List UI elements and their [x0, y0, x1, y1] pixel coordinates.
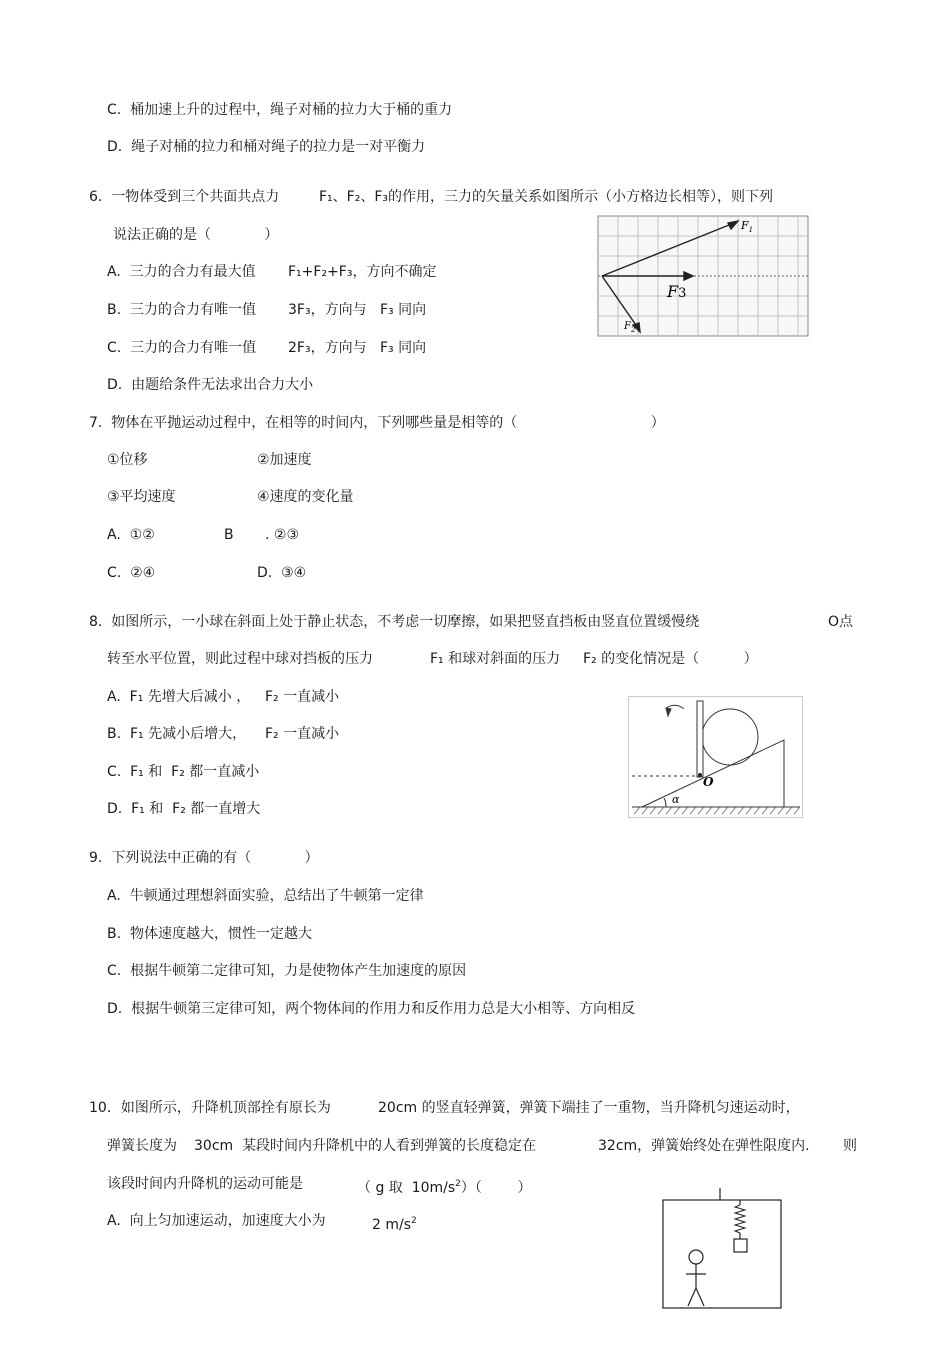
q8-option-d: D. F₁ 和 F₂ 都一直增大 [107, 801, 261, 817]
q6-option-b-value: 3F₃，方向与 [288, 302, 367, 318]
angle-alpha-label: α [672, 793, 680, 806]
f2-label: $F_2$ [624, 321, 636, 334]
q9-option-a: A. 牛顿通过理想斜面实验，总结出了牛顿第一定律 [107, 888, 424, 904]
q7-option-a: A. ①② [107, 527, 155, 543]
person-head [689, 1250, 703, 1264]
q8-option-b-label: B. F₁ 先减小后增大， [107, 726, 247, 742]
q10-line3-part1: 该段时间内升降机的运动可能是 [107, 1176, 303, 1192]
q8-option-b-value: F₂ 一直减小 [265, 726, 340, 742]
q5-option-c: C. 桶加速上升的过程中，绳子对桶的拉力大于桶的重力 [107, 102, 453, 118]
incline-ball-figure [628, 696, 803, 818]
q6-option-d: D. 由题给条件无法求出合力大小 [107, 377, 314, 393]
q6-stem-part1: 6. 一物体受到三个共面共点力 [89, 189, 280, 205]
q6-option-a-value: F₁+F₂+F₃，方向不确定 [288, 264, 437, 280]
q7-item-4: ④速度的变化量 [257, 489, 354, 505]
q8-option-c: C. F₁ 和 F₂ 都一直减小 [107, 764, 260, 780]
q9-option-c: C. 根据牛顿第二定律可知，力是使物体产生加速度的原因 [107, 963, 467, 979]
q10-line2-part4: 则 [843, 1138, 857, 1154]
q8-stem-part4: F₂ 的变化情况是（ ） [583, 651, 758, 667]
q7-item-1: ①位移 [107, 452, 148, 468]
q7-item-2: ②加速度 [257, 452, 312, 468]
q9-option-d: D. 根据牛顿第三定律可知，两个物体间的作用力和反作用力总是大小相等、方向相反 [107, 1001, 636, 1017]
q10-line2-part1: 弹簧长度为 [107, 1138, 177, 1154]
hanging-weight [734, 1239, 747, 1252]
q6-option-a-label: A. 三力的合力有最大值 [107, 264, 256, 280]
q6-option-c-dir: F₃ 同向 [380, 340, 427, 356]
q10-line1-part1: 10．如图所示，升降机顶部拴有原长为 [89, 1100, 331, 1116]
q8-stem-part3: F₁ 和球对斜面的压力 [430, 651, 561, 667]
q10-option-a-label: A. 向上匀加速运动，加速度大小为 [107, 1213, 326, 1229]
person-left-leg [688, 1288, 696, 1306]
q10-line3-part2: （ g 取 $10m/s^2$）（ ） [357, 1179, 532, 1196]
q7-option-c: C. ②④ [107, 565, 156, 581]
q7-option-b-value: . ②③ [265, 527, 300, 543]
elevator-spring-figure [660, 1188, 784, 1310]
force-vector-figure [597, 215, 809, 337]
q7-stem: 7. 物体在平抛运动过程中，在相等的时间内，下列哪些量是相等的（ ） [89, 415, 665, 431]
q10-line2-part2: 30cm 某段时间内升降机中的人看到弹簧的长度稳定在 [194, 1138, 537, 1154]
person-right-leg [696, 1288, 704, 1306]
q10-line1-part2: 20cm 的竖直轻弹簧，弹簧下端挂了一重物，当升降机匀速运动时， [378, 1100, 800, 1116]
q8-stem-part2: 转至水平位置，则此过程中球对挡板的压力 [107, 651, 373, 667]
q9-option-b: B. 物体速度越大，惯性一定越大 [107, 926, 312, 942]
q7-item-3: ③平均速度 [107, 489, 176, 505]
q6-option-c-label: C. 三力的合力有唯一值 [107, 340, 257, 356]
q8-stem-part1: 8. 如图所示，一小球在斜面上处于静止状态，不考虑一切摩擦，如果把竖直挡板由竖直位置缓慢绕 [89, 614, 700, 630]
q7-option-d: D. ③④ [257, 565, 307, 581]
q6-option-b-label: B. 三力的合力有唯一值 [107, 302, 256, 318]
q8-stem-point: O点 [828, 614, 854, 630]
q5-option-d: D. 绳子对桶的拉力和桶对绳子的拉力是一对平衡力 [107, 139, 426, 155]
baffle-board [697, 701, 703, 777]
f3-label: F3 [667, 282, 687, 301]
spring [735, 1205, 745, 1233]
q10-option-a-value: 2 $m/s^2$ [372, 1216, 417, 1233]
q6-option-b-dir: F₃ 同向 [380, 302, 427, 318]
q8-option-a-label: A. F₁ 先增大后减小 ， [107, 689, 251, 705]
pivot-point-o [698, 773, 702, 777]
q7-option-b-letter: B [224, 527, 234, 543]
point-o-label: O [703, 775, 714, 789]
q6-stem-part2: F₁、F₂、F₃的作用，三力的矢量关系如图所示（小方格边长相等），则下列 [319, 189, 773, 205]
q6-option-c-value: 2F₃，方向与 [288, 340, 367, 356]
elevator-cabin [663, 1200, 781, 1308]
f1-label: $F_1$ [741, 219, 754, 234]
q10-line2-part3: 32cm，弹簧始终处在弹性限度内. [598, 1138, 810, 1154]
q6-stem-part3: 说法正确的是（ ） [113, 227, 279, 243]
q8-option-a-value: F₂ 一直减小 [265, 689, 340, 705]
q9-stem: 9. 下列说法中正确的有（ ） [89, 850, 319, 866]
